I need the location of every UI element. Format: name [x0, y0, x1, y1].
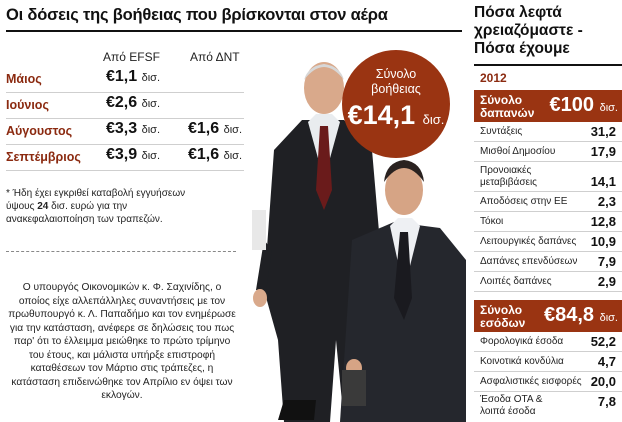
- column-header-efsf: Από EFSF: [103, 50, 160, 64]
- revenue-item: Κοινοτικά κονδύλια 4,7: [474, 352, 622, 372]
- footnote: * Ήδη έχει εγκριθεί καταβολή εγγυήσεων ύψους 24 δισ. ευρώ για την ανακεφαλαιοποίηση των τραπεζών.: [6, 188, 186, 225]
- installment-row-september: [6, 145, 244, 171]
- expense-item: Αποδόσεις στην ΕΕ 2,3: [474, 192, 622, 212]
- installment-row-august: [6, 119, 244, 145]
- month-label: Σεπτέμβριος: [6, 150, 81, 164]
- article-text: Ο υπουργός Οικονομικών κ. Φ. Σαχινίδης, ο οποίος είχε αλλεπάλληλες συναντήσεις με τον πρωθυπουργό κ. Λ. Παπαδήμο και τον ενημέρωσε για την κατάσταση, ανέφερε σε δηλώσεις του πως παρ' ότι το έλλειμμα μειώθηκε το πρώτο τρίμηνο του έτους, και μάλιστα υπήρξε επιστροφή καταθέσεων τον Μάρτιο στις τράπεζες, η κατάσταση επιδεινώθηκε τον Απρίλιο εν όψει των εκλογών.: [8, 282, 236, 401]
- expenses-total-label: Σύνολο δαπανών: [480, 93, 535, 120]
- expense-item: Τόκοι 12,8: [474, 212, 622, 232]
- title-divider: [6, 30, 462, 32]
- column-header-imf: Από ΔΝΤ: [190, 50, 240, 64]
- expense-item: Συντάξεις 31,2: [474, 122, 622, 142]
- expense-item: Δαπάνες επενδύσεων 7,9: [474, 252, 622, 272]
- efsf-amount: €2,6 δισ.: [106, 94, 161, 111]
- efsf-amount: €3,3 δισ.: [106, 120, 161, 137]
- efsf-amount: €1,1 δισ.: [106, 68, 161, 85]
- installment-row-may: [6, 67, 244, 93]
- dashed-divider: [6, 251, 236, 252]
- imf-amount: €1,6 δισ.: [188, 146, 243, 163]
- installment-row-june: [6, 93, 244, 119]
- revenues-total-amount: €84,8 δισ.: [543, 304, 618, 326]
- month-label: Ιούνιος: [6, 98, 49, 112]
- budget-panel-title: Πόσα λεφτά χρειαζόμαστε - Πόσα έχουμε: [474, 4, 583, 57]
- month-label: Αύγουστος: [6, 124, 73, 138]
- revenues-total-label: Σύνολο εσόδων: [480, 303, 526, 330]
- expense-item: Λοιπές δαπάνες 2,9: [474, 272, 622, 292]
- imf-amount: €1,6 δισ.: [188, 120, 243, 137]
- efsf-amount: €3,9 δισ.: [106, 146, 161, 163]
- bubble-amount: €14,1 δισ.: [347, 100, 445, 130]
- expenses-total-amount: €100 δισ.: [549, 94, 618, 116]
- revenue-item: Ασφαλιστικές εισφορές 20,0: [474, 372, 622, 392]
- budget-panel: [472, 0, 622, 422]
- revenue-item: Φορολογικά έσοδα 52,2: [474, 332, 622, 352]
- revenues-total-band: [474, 300, 622, 332]
- budget-year: 2012: [480, 71, 507, 85]
- budget-title-divider: [474, 64, 622, 66]
- aid-panel-title: Οι δόσεις της βοήθειας που βρίσκονται στον αέρα: [6, 6, 388, 24]
- bubble-label: Σύνολο βοήθειας: [371, 67, 421, 96]
- total-aid-bubble: [342, 50, 450, 158]
- revenue-item: Έσοδα ΟΤΑ & λοιπά έσοδα 7,8: [480, 394, 616, 417]
- expenses-total-band: [474, 90, 622, 122]
- expense-item: Λειτουργικές δαπάνες 10,9: [474, 232, 622, 252]
- month-label: Μάιος: [6, 72, 42, 86]
- expense-item: Προνοιακές μεταβιβάσεις 14,1: [474, 162, 622, 192]
- expense-item: Μισθοί Δημοσίου 17,9: [474, 142, 622, 162]
